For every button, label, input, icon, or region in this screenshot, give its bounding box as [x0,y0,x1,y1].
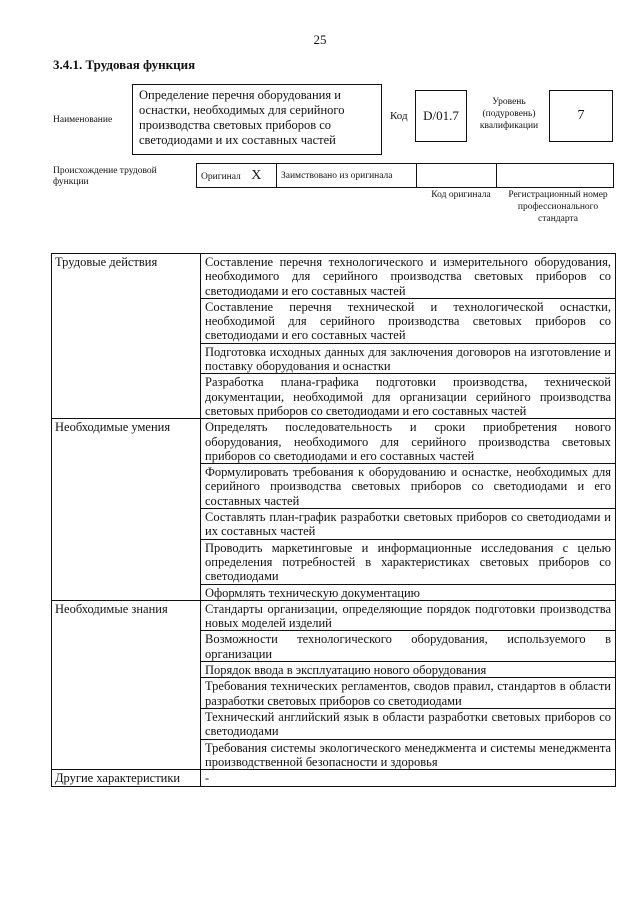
item-cell: Разработка плана-графика подготовки производства, технической документации, необходимой для организации серийного производства световых приборов со светодиодами и его составных частей [201,374,616,419]
item-cell: - [201,770,616,787]
section-heading: 3.4.1. Трудовая функция [53,57,196,72]
category-cell: Другие характеристики [52,770,201,787]
qualification-level-box: 7 [549,90,613,142]
item-cell: Подготовка исходных данных для заключения договоров на изготовление и поставку оборудования и оснастки [201,343,616,374]
item-cell: Составлять план-график разработки световых приборов со светодиодами и их составных частей [201,509,616,540]
item-cell: Возможности технологического оборудования, используемого в организации [201,631,616,662]
item-cell: Требования технических регламентов, сводов правил, стандартов в области разработки световых приборов со светодиодами [201,678,616,709]
origin-label: Происхождение трудовой функции [53,166,157,187]
original-label: Оригинал [201,171,241,182]
item-cell: Порядок ввода в эксплуатацию нового оборудования [201,662,616,678]
name-label: Наименование [53,115,113,125]
table-row [52,770,616,787]
function-code-box: D/01.7 [415,90,467,142]
item-cell: Стандарты организации, определяющие порядок подготовки производства новых моделей изделий [201,600,616,631]
table-row [52,600,616,631]
level-label: Уровень (подуровень) квалификации [479,97,539,131]
item-cell: Технический английский язык в области разработки световых приборов со светодиодами [201,708,616,739]
original-mark: X [251,167,262,183]
function-details-table [51,253,616,787]
page-number: 25 [313,32,327,47]
category-cell: Необходимые умения [52,419,201,601]
item-cell: Формулировать требования к оборудованию и оснастке, необходимых для серийного производства световых приборов со светодиодами и его составных частей [201,464,616,509]
item-cell: Составление перечня технической и технологической оснастки, необходимой для серийного производства световых приборов со светодиодами и его составных частей [201,298,616,343]
category-cell: Трудовые действия [52,254,201,419]
item-cell: Проводить маркетинговые и информационные исследования с целью определения потребностей в характеристиках световых приборов со светодиодами [201,539,616,584]
category-cell: Необходимые знания [52,600,201,769]
item-cell: Оформлять техническую документацию [201,584,616,600]
origin-code-cell [417,164,497,188]
table-row [52,254,616,299]
item-cell: Требования системы экологического менеджмента и системы менеджмента производственной безопасности и здоровья [201,739,616,770]
item-cell: Составление перечня технологического и измерительного оборудования, необходимого для серийного производства световых приборов со светодиодами и его составных частей [201,254,616,299]
code-label: Код [390,110,408,122]
item-cell: Определять последовательность и сроки приобретения нового оборудования, необходимого для серийного производства световых приборов со светодиодами и его составных частей [201,419,616,464]
reg-number-caption: Регистрационный номер профессионального стандарта [508,190,608,224]
origin-reg-cell [497,164,614,188]
origin-original-cell [197,164,277,188]
table-row [52,419,616,464]
code-original-caption: Код оригинала [431,190,491,200]
origin-table [196,163,614,188]
function-name-box: Определение перечня оборудования и оснастки, необходимых для серийного производства световых приборов со светодиодами и их составных частей [132,84,382,155]
borrowed-label: Заимствовано из оригинала [277,164,417,188]
